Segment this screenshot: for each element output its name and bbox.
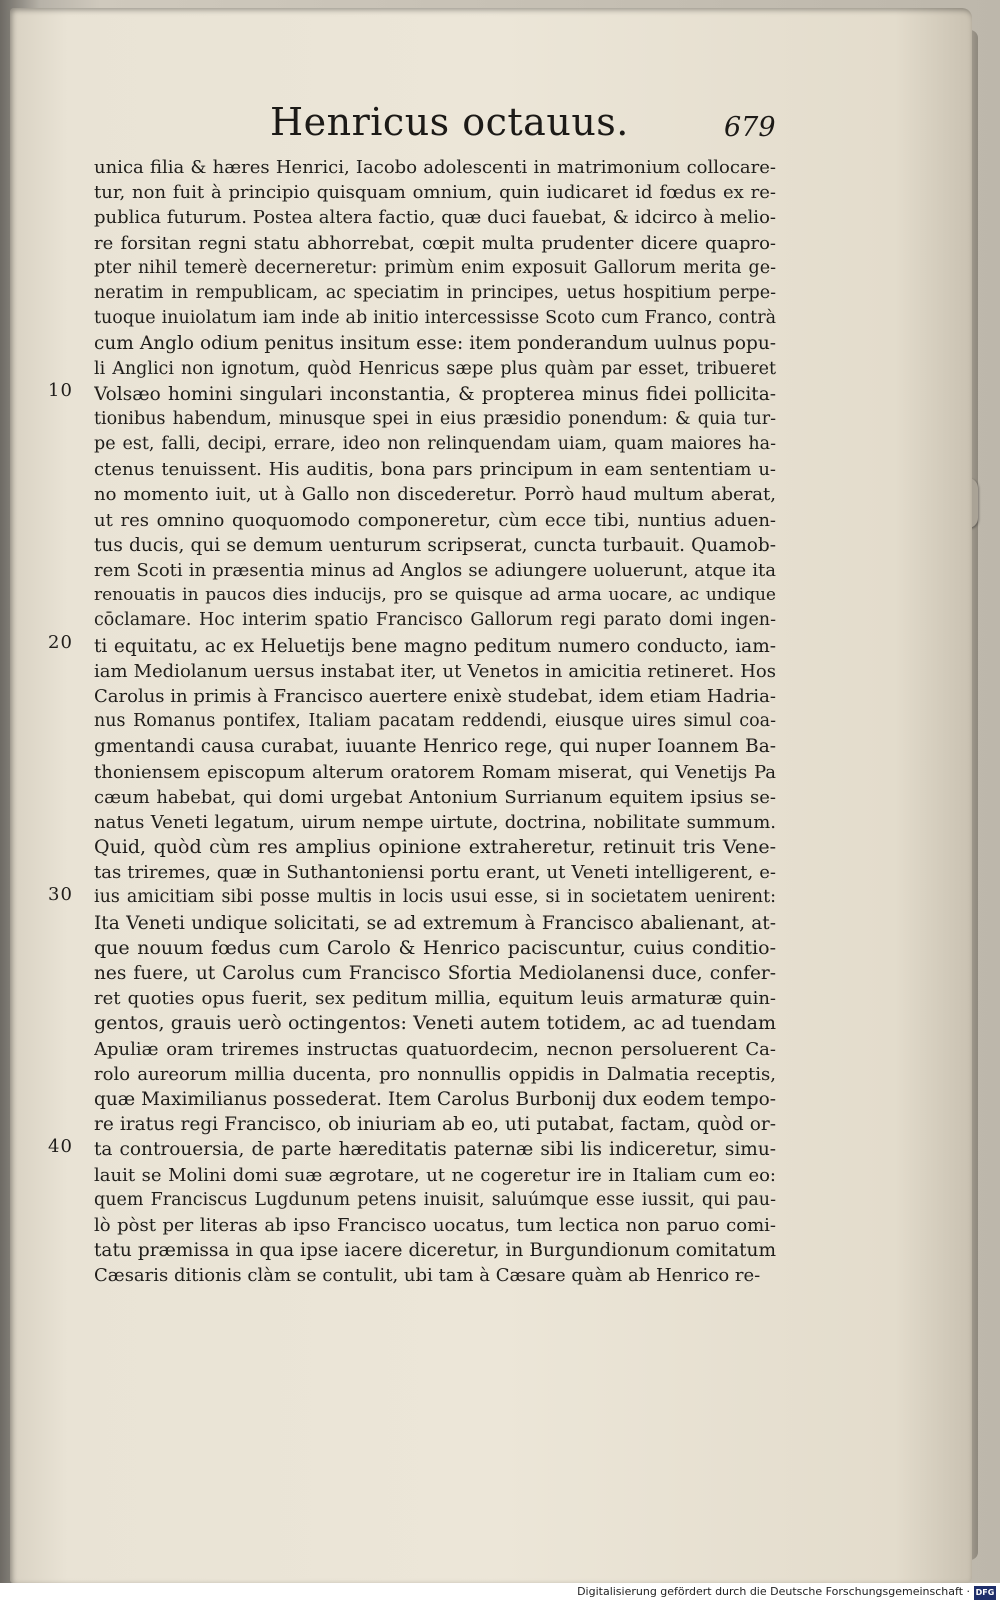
text-line: ctenus tenuissent. His auditis, bona pars principum in eam sententiam u- <box>94 459 776 481</box>
line-number-10: 10 <box>48 380 73 401</box>
text-line: Volsæo homini singulari inconstantia, & propterea minus fidei pollicita- <box>94 383 776 405</box>
text-line: lauit se Molini domi suæ ægrotare, ut ne cogeretur ire in Italiam cum eo: <box>94 1164 776 1186</box>
dfg-logo: DFG <box>974 1586 996 1600</box>
text-line: gentos, grauis uerò octingentos: Veneti autem totidem, ac ad tuendam <box>94 1012 776 1035</box>
text-line: gmentandi causa curabat, iuuante Henrico rege, qui nuper Ioannem Ba- <box>94 736 776 758</box>
text-line: li Anglici non ignotum, quòd Henricus sæpe plus quàm par esset, tribueret <box>94 358 776 379</box>
text-line: quæ Maximilianus possederat. Item Carolus Burbonij dux eodem tempo- <box>94 1088 776 1110</box>
text-line: re forsitan regni statu abhorrebat, cœpit multa prudenter dicere quapro- <box>94 232 776 254</box>
text-line: nes fuere, ut Carolus cum Francisco Sfortia Mediolanensi duce, confer- <box>94 963 776 984</box>
digitization-footer <box>0 1583 1000 1603</box>
text-line: Ita Veneti undique solicitati, se ad extremum à Francisco abalienant, at- <box>94 912 776 934</box>
text-line: tatu præmissa in qua ipse iacere diceretur, in Burgundionum comitatum <box>94 1240 776 1262</box>
text-line: rem Scoti in præsentia minus ad Anglos se adiungere uoluerunt, atque ita <box>94 560 776 581</box>
text-line: tus ducis, qui se demum uenturum scripserat, cuncta turbauit. Quamob- <box>94 534 776 556</box>
line-number-20: 20 <box>48 632 73 653</box>
text-line: thoniensem episcopum alterum oratorem Romam miserat, qui Venetijs Pa <box>94 761 776 783</box>
text-line: ti equitatu, ac ex Heluetijs bene magno peditum numero conducto, iam- <box>94 635 776 657</box>
text-line: lò pòst per literas ab ipso Francisco uocatus, tum lectica non paruo comi- <box>94 1214 776 1236</box>
text-line: cōclamare. Hoc interim spatio Francisco Gallorum regi parato domi ingen- <box>94 610 776 631</box>
text-line: iam Mediolanum uersus instabat iter, ut Venetos in amicitia retineret. Hos <box>94 660 776 682</box>
line-number-40: 40 <box>48 1136 73 1157</box>
text-line: publica futurum. Postea altera factio, quæ duci fauebat, & idcirco à melio- <box>94 207 776 229</box>
text-line: Cæsaris ditionis clàm se contulit, ubi tam à Cæsare quàm ab Henrico re- <box>94 1265 761 1287</box>
text-line: Apuliæ oram triremes instructas quatuordecim, necnon persoluerent Ca- <box>94 1038 776 1060</box>
text-line: no momento iuit, ut à Gallo non discederetur. Porrò haud multum aberat, <box>94 484 776 506</box>
text-line: unica filia & hæres Henrici, Iacobo adolescenti in matrimonium collocare- <box>94 157 776 178</box>
text-line: ta controuersia, de parte hæreditatis paternæ sibi lis indiceretur, simu- <box>94 1139 776 1161</box>
page-number: 679 <box>724 112 776 143</box>
text-line: que nouum fœdus cum Carolo & Henrico paciscuntur, cuius conditio- <box>94 936 776 959</box>
text-line: Carolus in primis à Francisco auertere enixè studebat, idem etiam Hadria- <box>94 685 776 707</box>
text-line: neratim in rempublicam, ac speciatim in principes, uetus hospitium perpe- <box>94 282 776 303</box>
text-line: ius amicitiam sibi posse multis in locis usui esse, si in societatem uenirent: <box>94 887 776 908</box>
text-line: re iratus regi Francisco, ob iniuriam ab eo, uti putabat, factam, quòd or- <box>94 1114 776 1136</box>
text-line: tuoque inuiolatum iam inde ab initio intercessisse Scoto cum Franco, contrà <box>94 308 776 329</box>
body-text <box>94 155 776 1288</box>
text-line: cum Anglo odium penitus insitum esse: item ponderandum uulnus popu- <box>94 333 776 355</box>
text-line: ut res omnino quoquomodo componeretur, cùm ecce tibi, nuntius aduen- <box>94 509 776 531</box>
text-line: tionibus habendum, minusque spei in eius præsidio ponendum: & quia tur- <box>94 408 776 429</box>
text-line: tas triremes, quæ in Suthantoniensi portu erant, ut Veneti intelligerent, e- <box>94 862 776 884</box>
text-line: rolo aureorum millia ducenta, pro nonnullis oppidis in Dalmatia receptis, <box>94 1063 776 1085</box>
text-line: ret quoties opus fuerit, sex peditum millia, equitum leuis armaturæ quin- <box>94 988 776 1010</box>
text-line: Quid, quòd cùm res amplius opinione extraheretur, retinuit tris Vene- <box>94 836 776 859</box>
text-line: pe est, falli, decipi, errare, ideo non relinquendam uiam, quam maiores ha- <box>94 434 776 455</box>
running-head-title: Henricus octauus. <box>270 100 629 144</box>
text-line: renouatis in paucos dies inducijs, pro se quisque ad arma uocare, ac undique <box>94 585 776 606</box>
text-line: quem Franciscus Lugdunum petens inuisit, saluúmque esse iussit, qui pau- <box>94 1189 776 1210</box>
text-line: pter nihil temerè decerneretur: primùm enim exposuit Gallorum merita ge- <box>94 257 776 278</box>
text-line: natus Veneti legatum, uirum nempe uirtute, doctrina, nobilitate summum. <box>94 811 776 833</box>
line-number-30: 30 <box>48 884 73 905</box>
text-line: tur, non fuit à principio quisquam omnium, quin iudicaret id fœdus ex re- <box>94 182 776 204</box>
text-line: nus Romanus pontifex, Italiam pacatam reddendi, eiusque uires simul coa- <box>94 711 776 732</box>
text-line: cæum habebat, qui domi urgebat Antonium Surrianum equitem ipsius se- <box>94 786 776 808</box>
funding-credit: Digitalisierung gefördert durch die Deutsche Forschungsgemeinschaft · <box>577 1585 970 1598</box>
